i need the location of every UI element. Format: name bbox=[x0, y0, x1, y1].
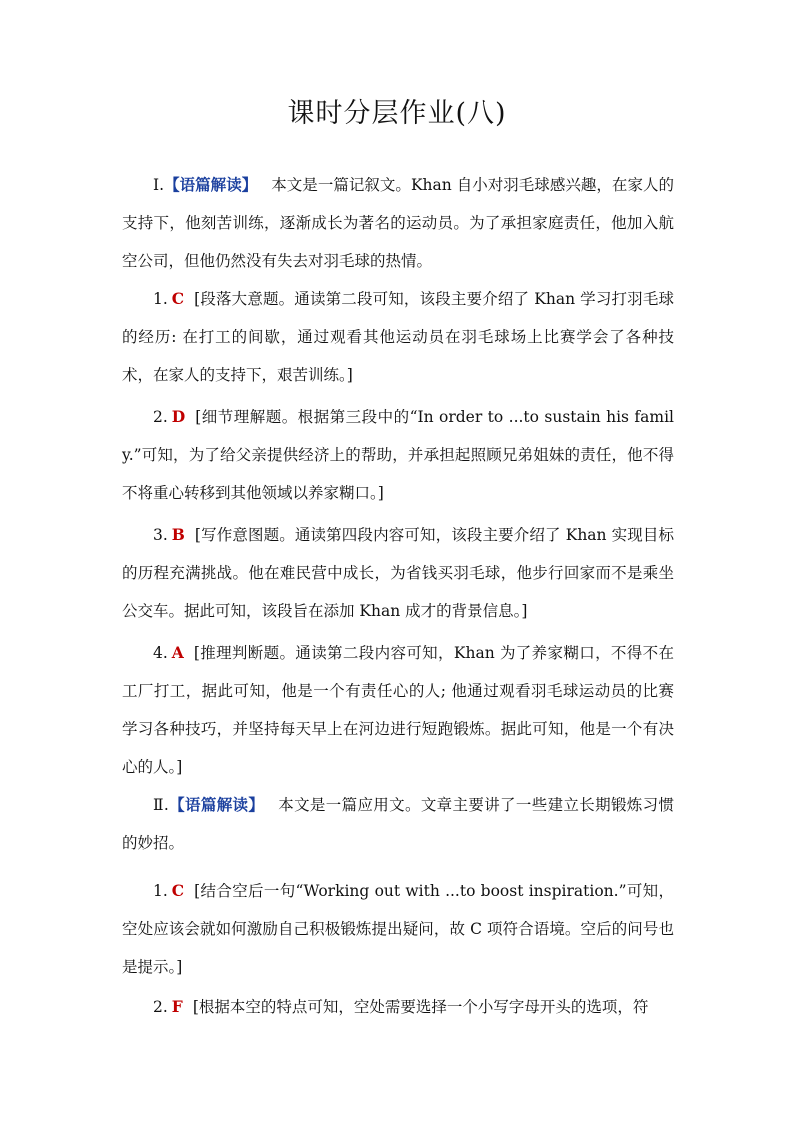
section-numeral: Ⅱ. bbox=[153, 796, 169, 814]
answer-item bbox=[122, 280, 674, 394]
answer-item bbox=[122, 398, 674, 512]
item-answer: B bbox=[171, 525, 185, 544]
section-tag: 【语篇解读】 bbox=[168, 795, 265, 814]
item-number: 2. bbox=[153, 408, 168, 426]
section-intro-text: 本文是一篇应用文。文章主要讲了一些建立长期锻炼习惯的妙招。 bbox=[122, 796, 674, 852]
item-explanation: [结合空后一句“Working out with ...to boost inspiration.”可知，空处应该会就如何激励自己积极锻炼提出疑问，故 C 项符合语境。空后的问号也是提示。] bbox=[122, 882, 674, 976]
item-answer: C bbox=[171, 881, 185, 900]
section-1-intro bbox=[122, 166, 674, 280]
section-2-intro bbox=[122, 786, 674, 862]
item-answer: D bbox=[171, 407, 186, 426]
answer-item bbox=[122, 872, 674, 986]
item-number: 4. bbox=[153, 644, 168, 662]
item-explanation: [推理判断题。通读第二段内容可知，Khan 为了养家糊口，不得不在工厂打工，据此可知，他是一个有责任心的人; 他通过观看羽毛球运动员的比赛学习各种技巧，并坚持每天早上在河边进行短跑锻炼。据此可知，他是一个有决心的人。] bbox=[122, 644, 674, 776]
answer-item bbox=[122, 516, 674, 630]
item-number: 3. bbox=[153, 526, 168, 544]
item-answer: F bbox=[171, 997, 183, 1016]
section-numeral: Ⅰ. bbox=[153, 176, 165, 194]
item-number: 1. bbox=[153, 290, 168, 308]
item-number: 2. bbox=[153, 998, 168, 1016]
item-explanation: [细节理解题。根据第三段中的“In order to ...to sustain his family.”可知，为了给父亲提供经济上的帮助，并承担起照顾兄弟姐妹的责任，他不得不将重心转移到其他领域以养家糊口。] bbox=[122, 408, 674, 502]
item-number: 1. bbox=[153, 882, 168, 900]
answer-item bbox=[122, 634, 674, 786]
item-explanation: [段落大意题。通读第二段可知，该段主要介绍了 Khan 学习打羽毛球的经历: 在打工的间歇，通过观看其他运动员在羽毛球场上比赛学会了各种技术，在家人的支持下，艰苦训练。] bbox=[122, 290, 674, 384]
page-title: 课时分层作业(八) bbox=[287, 98, 507, 129]
answer-item bbox=[122, 988, 674, 1026]
section-tag: 【语篇解读】 bbox=[164, 175, 258, 194]
item-explanation: [根据本空的特点可知，空处需要选择一个小写字母开头的选项，符 bbox=[192, 998, 649, 1016]
section-intro-text: 本文是一篇记叙文。Khan 自小对羽毛球感兴趣，在家人的支持下，他刻苦训练，逐渐成长为著名的运动员。为了承担家庭责任，他加入航空公司，但他仍然没有失去对羽毛球的热情。 bbox=[122, 176, 674, 270]
item-answer: C bbox=[171, 289, 185, 308]
item-answer: A bbox=[171, 643, 184, 662]
item-explanation: [写作意图题。通读第四段内容可知，该段主要介绍了 Khan 实现目标的历程充满挑战。他在难民营中成长，为省钱买羽毛球，他步行回家而不是乘坐公交车。据此可知，该段旨在添加 Khan 成才的背景信息。] bbox=[122, 526, 674, 620]
